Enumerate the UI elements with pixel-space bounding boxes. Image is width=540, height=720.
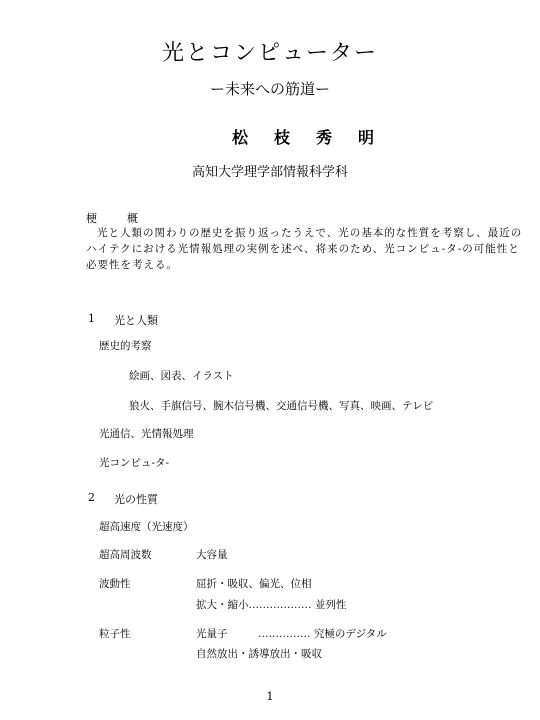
section-2-title: 光の性質: [114, 493, 158, 506]
section-1-signals: 狼火、手旗信号、腕木信号機、交通信号機、写真、映画、テレビ: [129, 400, 434, 412]
abstract-line: 光と人類の関わりの歴史を振り返ったうえで、光の基本的な性質を考察し、最近の: [97, 227, 523, 239]
section-2-particle-photon: 光量子: [196, 628, 228, 640]
section-1-historical: 歴史的考察: [99, 340, 152, 352]
section-2-particle-label: 粒子性: [99, 628, 131, 640]
paper-subtitle: ー未来への筋道ー: [209, 80, 330, 98]
abstract-line: ハイテクにおける光情報処理の実例を述べ、将来のため、光コンピュ-タ-の可能性と: [86, 243, 520, 255]
section-2-speed: 超高速度（光速度）: [99, 521, 194, 533]
section-2-wave-line1: 屈折・吸収、偏光、位相: [196, 578, 312, 590]
abstract-heading: 梗概: [86, 212, 168, 225]
section-2-number: 2: [88, 491, 95, 504]
section-1-title: 光と人類: [114, 314, 158, 327]
section-2-wave-line2: 拡大・縮小……………… 並列性: [196, 599, 347, 611]
section-2-frequency-value: 大容量: [196, 549, 228, 561]
section-2-particle-digital: …………… 究極のデジタル: [258, 628, 387, 640]
abstract-line: 必要性を考える。: [86, 259, 178, 271]
section-1-optical-computer: 光コンピュ-タ-: [99, 457, 170, 469]
section-1-optical-comm: 光通信、光情報処理: [99, 428, 194, 440]
author-affiliation: 高知大学理学部情報科学科: [191, 165, 348, 180]
paper-title: 光とコンピューター: [161, 41, 378, 66]
author-name: 松枝秀明: [232, 128, 401, 147]
section-2-frequency-label: 超高周波数: [99, 549, 152, 561]
abstract-body: [86, 225, 534, 273]
section-2-wave-label: 波動性: [99, 578, 131, 590]
section-1-art: 絵画、図表、イラスト: [129, 370, 234, 382]
page-number: 1: [266, 690, 274, 703]
section-2-particle-line2: 自然放出・誘導放出・吸収: [196, 648, 322, 660]
section-1-number: 1: [88, 312, 95, 325]
